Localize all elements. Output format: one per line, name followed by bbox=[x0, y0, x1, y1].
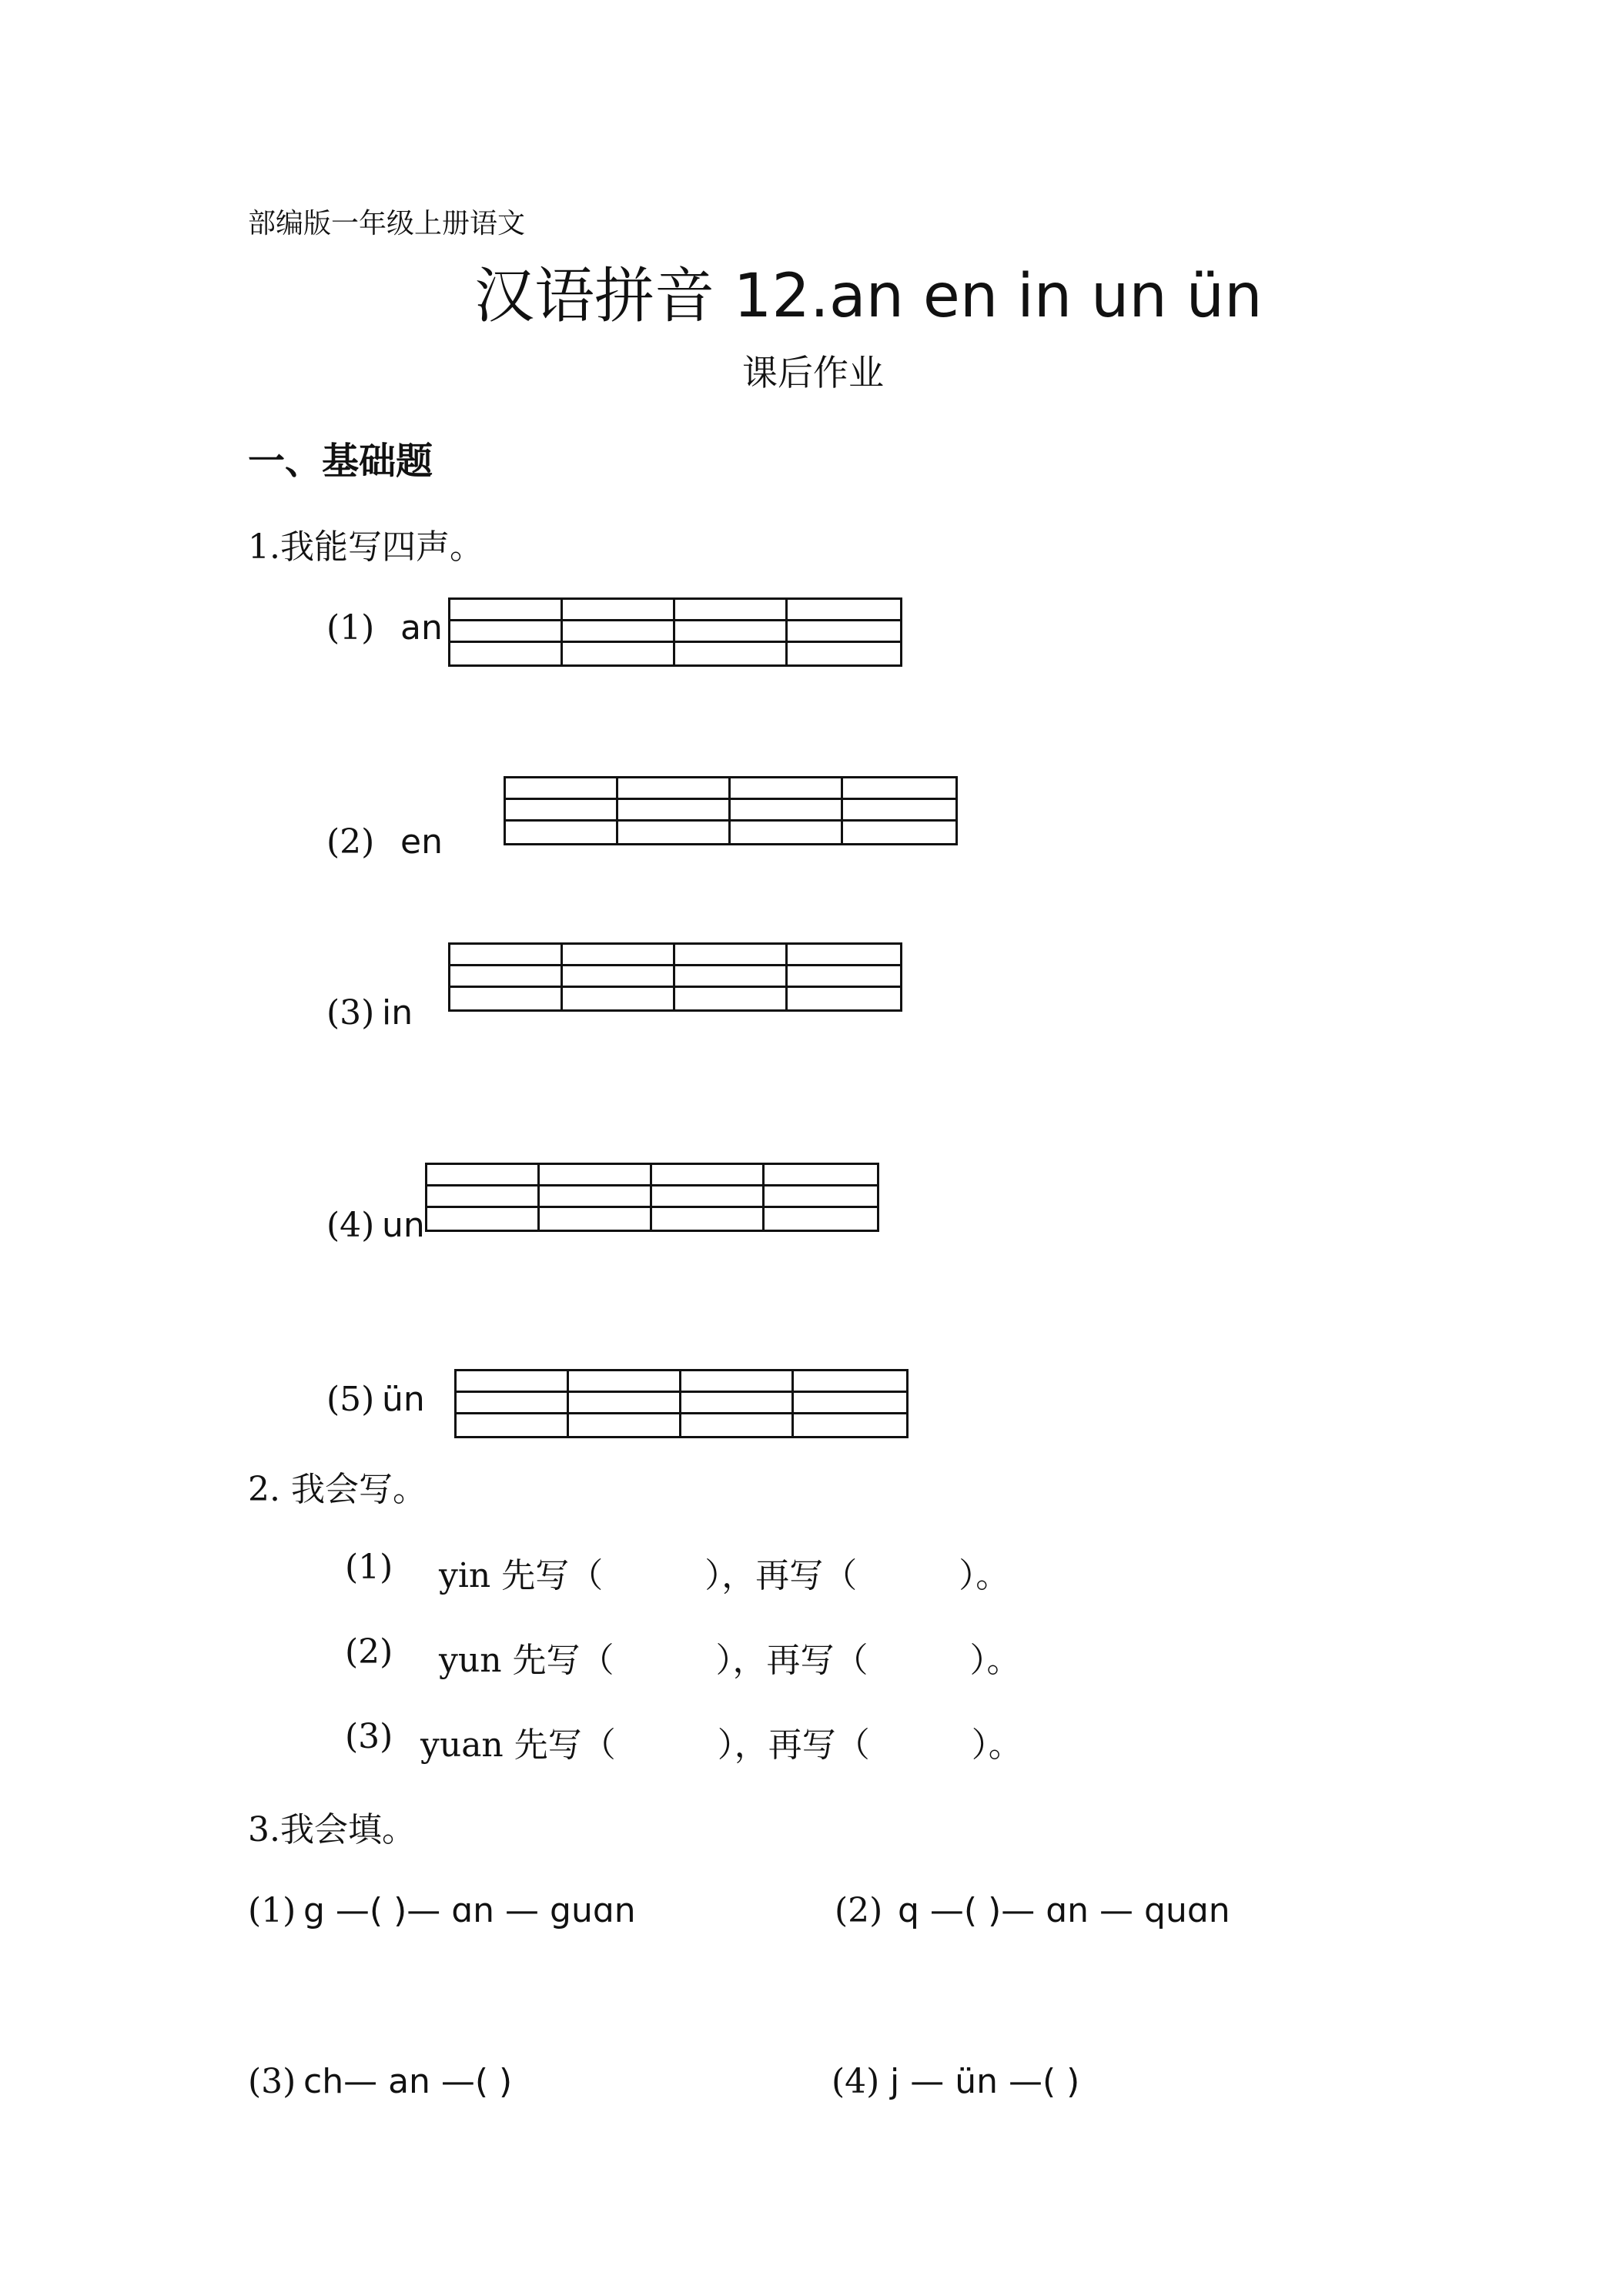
q3-item-label: (4) bbox=[832, 2062, 880, 2101]
q2-item-text[interactable]: yun 先写（ ），再写（ ）。 bbox=[439, 1641, 1021, 1680]
q2-item-label: (2) bbox=[345, 1632, 393, 1672]
q1-item-label: (5) bbox=[326, 1380, 375, 1419]
q1-item-label: (2) bbox=[326, 822, 375, 862]
q3-item-text[interactable]: j — ün —( ) bbox=[890, 2062, 1080, 2101]
q3-item-label: (2) bbox=[835, 1891, 883, 1930]
four-line-grid[interactable] bbox=[425, 1163, 879, 1232]
q2-item-label: (3) bbox=[345, 1717, 393, 1756]
q1-item-label: (4) bbox=[326, 1206, 375, 1245]
subject-label: 部编版一年级上册语文 bbox=[248, 208, 526, 239]
q2-item-text[interactable]: yin 先写（ ），再写（ ）。 bbox=[439, 1556, 1010, 1595]
q3-item-text[interactable]: g —( )— ɑn — guɑn bbox=[303, 1891, 636, 1930]
q3-item-text[interactable]: ch— an —( ) bbox=[303, 2062, 513, 2101]
four-line-grid[interactable] bbox=[448, 597, 902, 667]
q1-item-syllable: ün bbox=[382, 1380, 425, 1419]
question-2-prompt: 2. 我会写。 bbox=[248, 1470, 427, 1509]
q1-item-syllable: an bbox=[400, 608, 443, 648]
four-line-grid[interactable] bbox=[448, 942, 902, 1012]
q2-item-text[interactable]: yuan 先写（ ），再写（ ）。 bbox=[420, 1725, 1022, 1765]
four-line-grid[interactable] bbox=[454, 1369, 909, 1438]
q2-item-label: (1) bbox=[345, 1548, 393, 1587]
q1-item-syllable: en bbox=[400, 822, 443, 862]
four-line-grid[interactable] bbox=[504, 776, 958, 845]
q1-item-label: (3) bbox=[326, 993, 375, 1033]
section-heading: 一、基础题 bbox=[248, 440, 433, 483]
question-3-prompt: 3.我会填。 bbox=[248, 1810, 416, 1849]
q3-item-label: (3) bbox=[248, 2062, 296, 2101]
page-title: 汉语拼音 12.an en in un ün bbox=[474, 262, 1263, 331]
q1-item-syllable: in bbox=[382, 993, 413, 1033]
q3-item-label: (1) bbox=[248, 1891, 296, 1930]
q3-item-text[interactable]: q —( )— ɑn — quɑn bbox=[898, 1891, 1230, 1930]
q1-item-label: (1) bbox=[326, 608, 375, 648]
q1-item-syllable: un bbox=[382, 1206, 425, 1245]
page-subtitle: 课后作业 bbox=[742, 352, 884, 393]
question-1-prompt: 1.我能写四声。 bbox=[248, 527, 484, 567]
